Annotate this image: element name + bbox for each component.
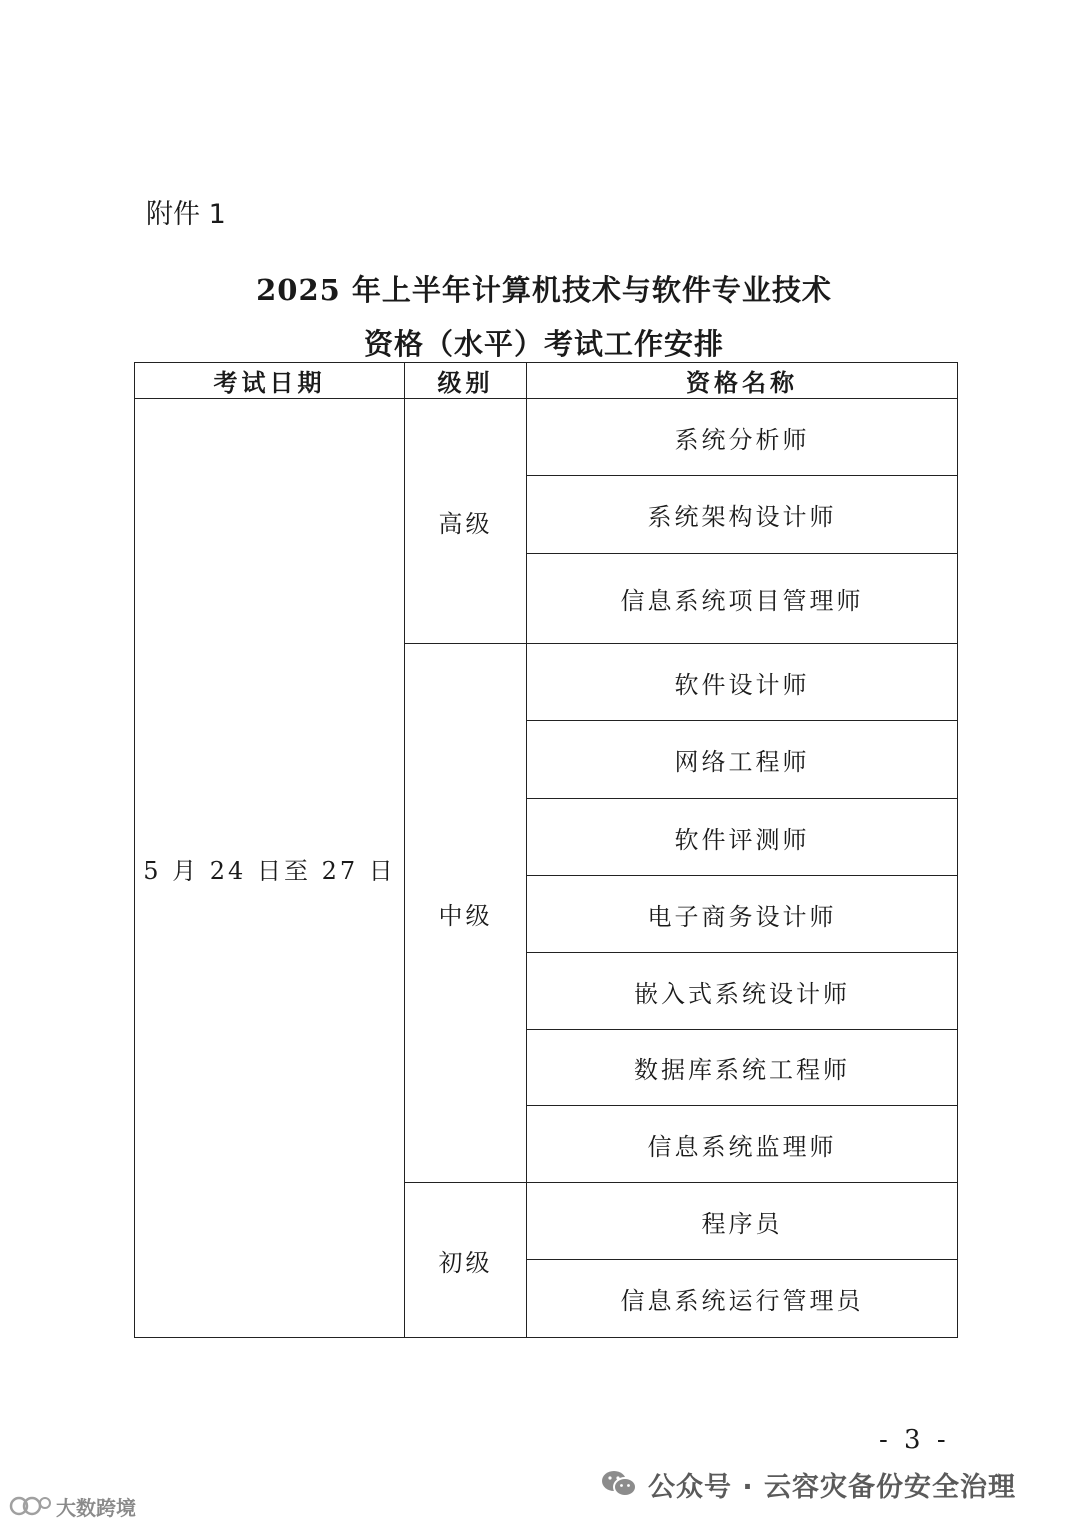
- corner-watermark-text: 大数跨境: [56, 1495, 136, 1520]
- qualification-cell: 系统架构设计师: [527, 476, 958, 554]
- corner-watermark: [8, 1491, 136, 1521]
- qualification-cell: 电子商务设计师: [527, 876, 958, 953]
- logo-icon: [8, 1494, 52, 1518]
- wechat-icon: [600, 1468, 638, 1500]
- qualification-cell: 信息系统运行管理员: [527, 1260, 958, 1338]
- qualification-cell: 嵌入式系统设计师: [527, 953, 958, 1030]
- exam-schedule-table: [134, 362, 958, 1338]
- attachment-label: 附件 1: [146, 199, 226, 230]
- qualification-cell: 软件设计师: [527, 644, 958, 721]
- document-title-line-1: 2025 年上半年计算机技术与软件专业技术: [256, 273, 832, 307]
- table-row: [135, 399, 958, 476]
- level-cell-intermediate: 中级: [405, 644, 527, 1183]
- header-exam-date: 考试日期: [135, 363, 405, 399]
- header-qualification-name: 资格名称: [527, 363, 958, 399]
- qualification-cell: 数据库系统工程师: [527, 1030, 958, 1106]
- qualification-cell: 网络工程师: [527, 721, 958, 799]
- exam-date-cell: 5 月 24 日至 27 日: [135, 399, 405, 1338]
- qualification-cell: 程序员: [527, 1183, 958, 1260]
- qualification-cell: 系统分析师: [527, 399, 958, 476]
- level-cell-junior: 初级: [405, 1183, 527, 1338]
- page-number: - 3 -: [879, 1425, 950, 1455]
- qualification-cell: 信息系统监理师: [527, 1106, 958, 1183]
- wechat-watermark: [600, 1466, 1016, 1502]
- qualification-cell: 信息系统项目管理师: [527, 554, 958, 644]
- wechat-watermark-text: 公众号 · 云容灾备份安全治理: [648, 1471, 1017, 1503]
- qualification-cell: 软件评测师: [527, 799, 958, 876]
- document-title-line-2: 资格（水平）考试工作安排: [363, 327, 724, 361]
- header-level: 级别: [405, 363, 527, 399]
- table-header-row: [135, 363, 958, 399]
- level-cell-senior: 高级: [405, 399, 527, 644]
